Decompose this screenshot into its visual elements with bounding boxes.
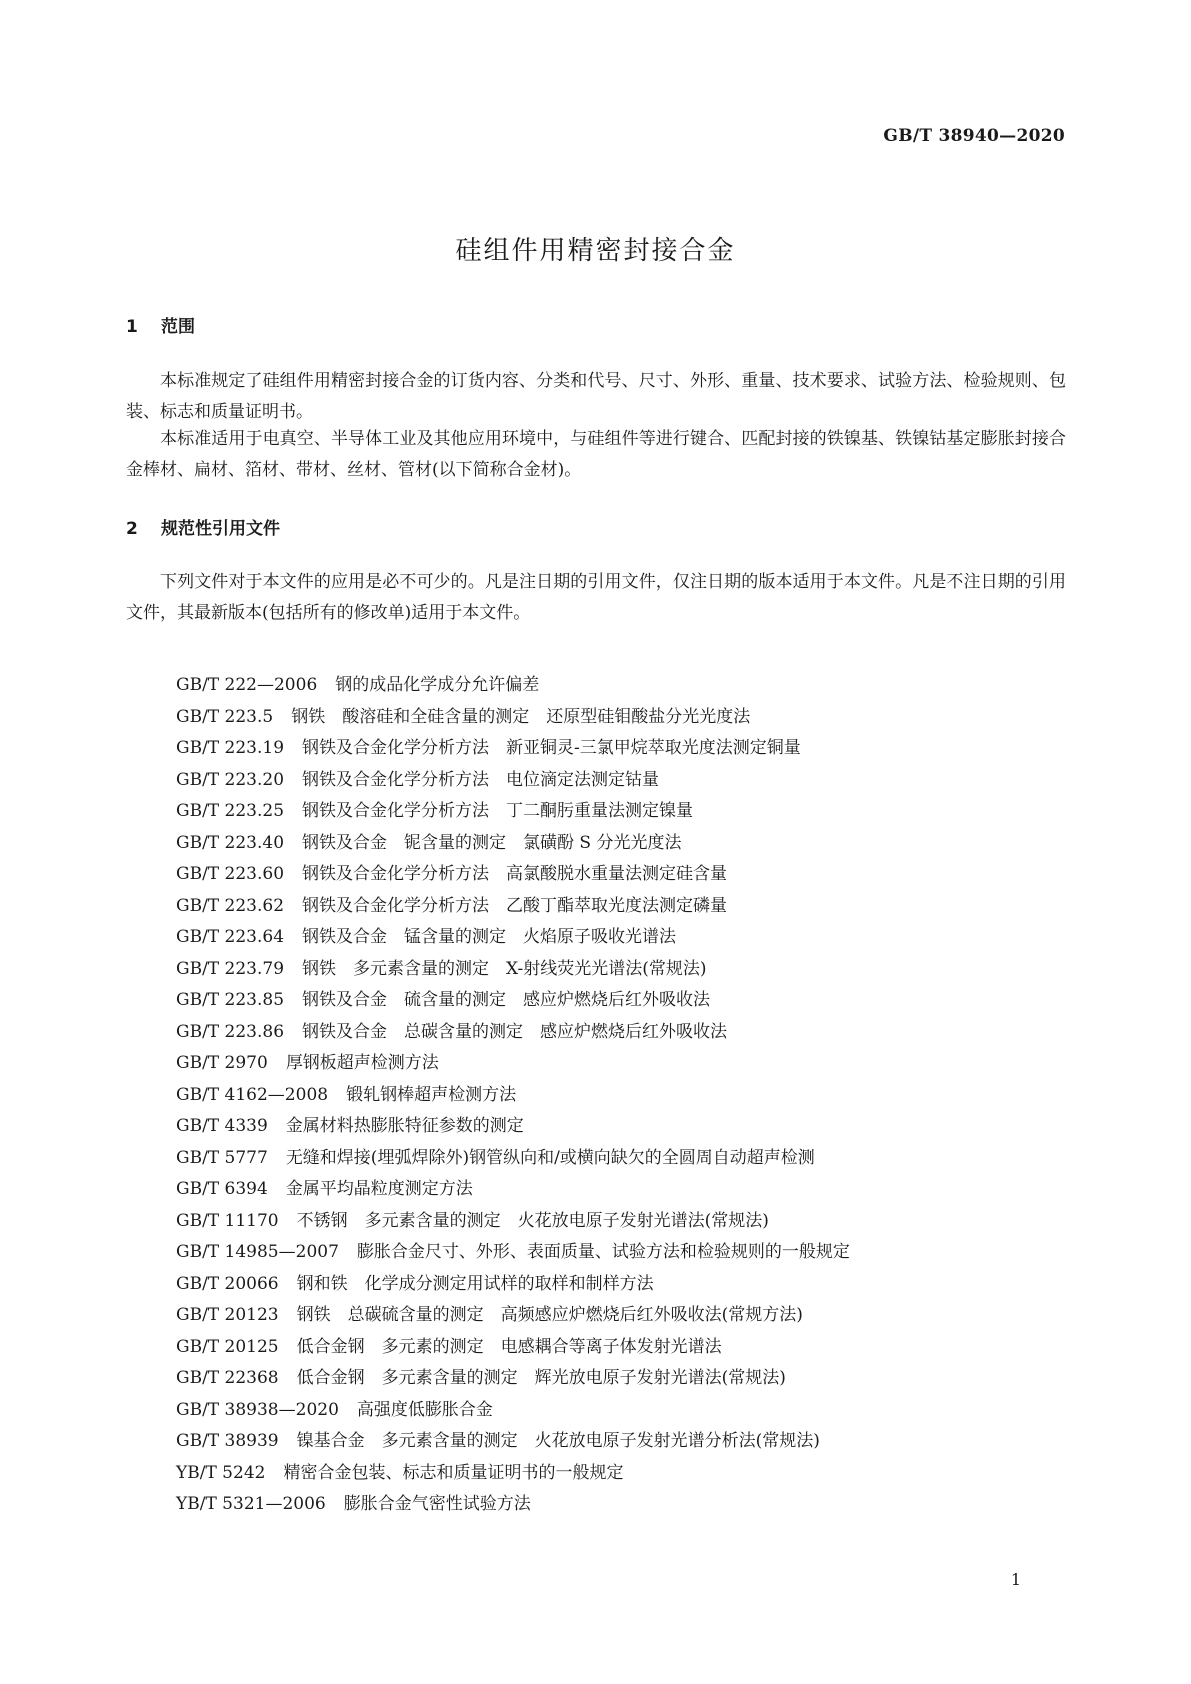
reference-title: 无缝和焊接(埋弧焊除外)钢管纵向和/或横向缺欠的全圆周自动超声检测	[285, 1147, 815, 1168]
reference-code: GB/T 223.64	[176, 927, 285, 947]
reference-code: GB/T 38939	[176, 1431, 279, 1451]
standard-number: GB/T 38940—2020	[883, 126, 1065, 146]
reference-item	[176, 1048, 850, 1080]
section-2-heading	[126, 514, 280, 539]
reference-code: GB/T 223.85	[176, 990, 285, 1010]
scope-paragraph-2: 本标准适用于电真空、半导体工业及其他应用环境中，与硅组件等进行键合、匹配封接的铁镍基、铁镍钴基定膨胀封接合金棒材、扁材、箔材、带材、丝材、管材(以下简称合金材)。	[126, 429, 1066, 480]
reference-code: GB/T 223.86	[176, 1021, 285, 1042]
reference-item	[176, 1395, 850, 1427]
reference-item	[176, 796, 850, 828]
reference-code: YB/T 5242	[176, 1462, 266, 1483]
reference-item	[176, 922, 850, 954]
reference-title: 金属平均晶粒度测定方法	[285, 1179, 473, 1199]
reference-title: 钢铁及合金 锰含量的测定 火焰原子吸收光谱法	[302, 927, 677, 947]
reference-code: GB/T 38938—2020	[176, 1399, 339, 1420]
reference-item	[176, 1363, 850, 1395]
reference-title: 钢铁及合金化学分析方法 电位滴定法测定钴量	[302, 769, 660, 790]
reference-code: GB/T 223.20	[176, 769, 285, 790]
reference-title: 金属材料热膨胀特征参数的测定	[285, 1116, 524, 1136]
section-title: 规范性引用文件	[161, 519, 280, 539]
reference-title: 钢铁 酸溶硅和全硅含量的测定 还原型硅钼酸盐分光光度法	[291, 706, 751, 727]
reference-title: 精密合金包装、标志和质量证明书的一般规定	[283, 1462, 624, 1483]
reference-code: GB/T 11170	[176, 1210, 279, 1231]
reference-item	[176, 1332, 850, 1364]
reference-item	[176, 1143, 850, 1175]
reference-code: GB/T 14985—2007	[176, 1242, 339, 1262]
reference-code: GB/T 20125	[176, 1336, 279, 1357]
reference-list	[176, 670, 850, 1521]
reference-code: GB/T 223.40	[176, 832, 285, 853]
reference-title: 膨胀合金气密性试验方法	[343, 1494, 531, 1514]
reference-item	[176, 1017, 850, 1049]
reference-title: 钢铁及合金化学分析方法 乙酸丁酯萃取光度法测定磷量	[302, 895, 728, 916]
section-1-heading	[126, 312, 195, 337]
reference-title: 钢和铁 化学成分测定用试样的取样和制样方法	[296, 1273, 654, 1294]
reference-code: GB/T 20123	[176, 1305, 279, 1325]
reference-item	[176, 891, 850, 923]
reference-code: YB/T 5321—2006	[176, 1494, 326, 1514]
reference-item	[176, 1269, 850, 1301]
reference-code: GB/T 22368	[176, 1368, 279, 1388]
reference-title: 钢铁及合金化学分析方法 丁二酮肟重量法测定镍量	[302, 801, 694, 821]
scope-paragraph-1: 本标准规定了硅组件用精密封接合金的订货内容、分类和代号、尺寸、外形、重量、技术要求、试验方法、检验规则、包装、标志和质量证明书。	[126, 371, 1066, 422]
reference-code: GB/T 2970	[176, 1053, 268, 1073]
reference-item	[176, 859, 850, 891]
reference-item	[176, 828, 850, 860]
reference-title: 钢铁 总碳硫含量的测定 高频感应炉燃烧后红外吸收法(常规方法)	[296, 1305, 803, 1325]
section-number: 2	[126, 519, 138, 539]
reference-item	[176, 1111, 850, 1143]
reference-title: 低合金钢 多元素含量的测定 辉光放电原子发射光谱法(常规法)	[296, 1368, 786, 1388]
reference-title: 钢铁及合金 硫含量的测定 感应炉燃烧后红外吸收法	[302, 990, 711, 1010]
references-intro-paragraph: 下列文件对于本文件的应用是必不可少的。凡是注日期的引用文件，仅注日期的版本适用于本文件。凡是不注日期的引用文件，其最新版本(包括所有的修改单)适用于本文件。	[126, 572, 1066, 623]
reference-item	[176, 1237, 850, 1269]
reference-title: 钢的成品化学成分允许偏差	[335, 675, 540, 695]
reference-item	[176, 702, 850, 734]
reference-code: GB/T 223.5	[176, 706, 274, 727]
reference-item	[176, 1206, 850, 1238]
reference-title: 镍基合金 多元素含量的测定 火花放电原子发射光谱分析法(常规法)	[296, 1431, 820, 1451]
reference-item	[176, 1489, 850, 1521]
section-number: 1	[126, 317, 138, 337]
reference-title: 钢铁及合金化学分析方法 新亚铜灵-三氯甲烷萃取光度法测定铜量	[302, 738, 801, 758]
reference-code: GB/T 223.62	[176, 895, 285, 916]
reference-code: GB/T 223.60	[176, 864, 285, 884]
section-title: 范围	[161, 317, 195, 337]
reference-item	[176, 954, 850, 986]
reference-item	[176, 1174, 850, 1206]
reference-code: GB/T 6394	[176, 1179, 268, 1199]
page-number: 1	[1010, 1570, 1021, 1589]
reference-title: 膨胀合金尺寸、外形、表面质量、试验方法和检验规则的一般规定	[356, 1242, 850, 1262]
reference-title: 高强度低膨胀合金	[356, 1399, 493, 1420]
reference-title: 低合金钢 多元素的测定 电感耦合等离子体发射光谱法	[296, 1336, 722, 1357]
reference-code: GB/T 5777	[176, 1147, 268, 1168]
reference-title: 厚钢板超声检测方法	[285, 1053, 439, 1073]
reference-title: 钢铁及合金化学分析方法 高氯酸脱水重量法测定硅含量	[302, 864, 728, 884]
reference-item	[176, 670, 850, 702]
reference-code: GB/T 223.19	[176, 738, 285, 758]
reference-title: 钢铁及合金 总碳含量的测定 感应炉燃烧后红外吸收法	[302, 1021, 728, 1042]
reference-item	[176, 1458, 850, 1490]
reference-item	[176, 765, 850, 797]
reference-item	[176, 1080, 850, 1112]
reference-code: GB/T 4162—2008	[176, 1084, 329, 1105]
reference-item	[176, 1300, 850, 1332]
reference-title: 钢铁及合金 铌含量的测定 氯磺酚 S 分光光度法	[302, 832, 682, 853]
reference-item	[176, 1426, 850, 1458]
reference-item	[176, 733, 850, 765]
reference-code: GB/T 4339	[176, 1116, 268, 1136]
reference-item	[176, 985, 850, 1017]
reference-code: GB/T 223.79	[176, 958, 285, 979]
document-title: 硅组件用精密封接合金	[455, 236, 736, 266]
reference-title: 锻轧钢棒超声检测方法	[346, 1084, 517, 1105]
reference-code: GB/T 223.25	[176, 801, 285, 821]
reference-code: GB/T 222—2006	[176, 675, 318, 695]
reference-title: 钢铁 多元素含量的测定 X-射线荧光光谱法(常规法)	[302, 958, 707, 979]
reference-code: GB/T 20066	[176, 1273, 279, 1294]
reference-title: 不锈钢 多元素含量的测定 火花放电原子发射光谱法(常规法)	[296, 1210, 769, 1231]
